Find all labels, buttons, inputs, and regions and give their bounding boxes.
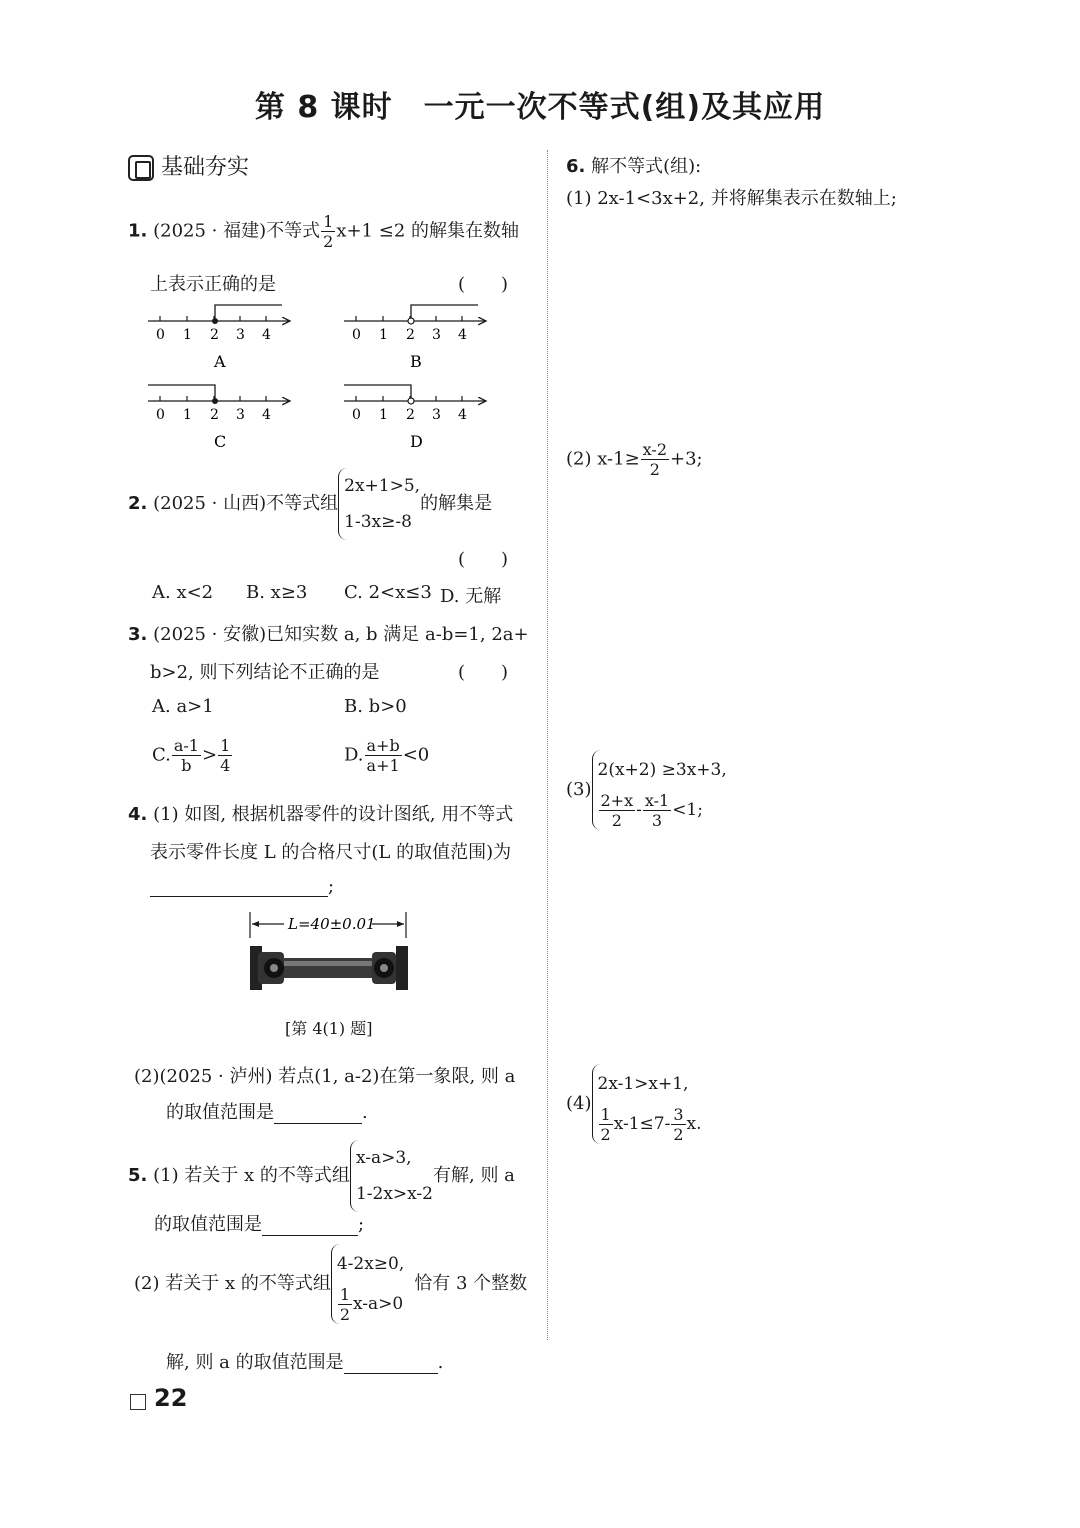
fraction-numerator: a+b xyxy=(366,736,400,755)
question-4-part2-line2 xyxy=(166,1098,368,1124)
question-2-line1 xyxy=(128,468,492,540)
question-5-line2 xyxy=(154,1210,364,1236)
system-line: 1-3x≥-8 xyxy=(344,512,412,532)
question-number: 6. xyxy=(566,156,586,177)
choice-option: D. 无解 xyxy=(440,586,502,607)
question-number: 4. xyxy=(128,804,148,825)
tick-label: 0 xyxy=(156,327,165,343)
question-4-part2-line1: (2)(2025 · 泸州) 若点(1, a-2)在第一象限, 则 a xyxy=(134,1066,516,1087)
tick-label: 4 xyxy=(458,407,467,423)
answer-blank[interactable] xyxy=(344,1353,438,1374)
fraction xyxy=(365,736,402,775)
page-number: 22 xyxy=(154,1384,188,1412)
fraction xyxy=(599,791,636,830)
tick-label: 4 xyxy=(262,407,271,423)
page-title: 第 8 课时 一元一次不等式(组)及其应用 xyxy=(254,90,826,125)
choice-option: C. 2<x≤3 xyxy=(344,582,432,603)
question-1-line2: 上表示正确的是 xyxy=(150,274,276,295)
number-line-d xyxy=(344,385,486,451)
fraction-denominator: 2 xyxy=(600,1125,611,1144)
fraction xyxy=(172,736,201,775)
fraction-denominator: 4 xyxy=(220,756,231,775)
fraction-denominator: a+1 xyxy=(366,756,400,775)
fraction-numerator: 3 xyxy=(673,1105,684,1124)
question-5-part2-line2 xyxy=(166,1348,443,1374)
fraction-numerator: 2+x xyxy=(600,791,634,810)
fraction-denominator: 2 xyxy=(673,1125,684,1144)
fraction-denominator: 2 xyxy=(611,811,622,830)
number-line-b xyxy=(344,305,486,371)
system-line: 2(x+2) ≥3x+3, xyxy=(597,760,727,780)
choice-option: B. b>0 xyxy=(344,696,407,717)
figure-caption: [第 4(1) 题] xyxy=(285,1019,373,1038)
dimension-label: L=40±0.01 xyxy=(288,915,376,933)
question-5-part2 xyxy=(134,1244,527,1324)
choice-option: A. a>1 xyxy=(152,696,214,717)
fraction xyxy=(641,440,669,479)
tick-label: 1 xyxy=(379,327,388,343)
question-source: (2025 · 山西) xyxy=(153,493,267,514)
choice-option: A. x<2 xyxy=(152,582,214,603)
question-text: (2) x-1≥ xyxy=(566,448,640,470)
answer-blank-row xyxy=(150,876,334,897)
tick-label: 2 xyxy=(406,327,415,343)
question-3-line2: b>2, 则下列结论不正确的是 xyxy=(150,662,380,683)
tick-label: 4 xyxy=(262,327,271,343)
fraction-numerator: x-1 xyxy=(644,791,670,810)
question-4-line1 xyxy=(128,800,513,826)
question-text: <1; xyxy=(672,800,703,820)
choice-option: B. x≥3 xyxy=(246,582,308,603)
system-line: 4-2x≥0, xyxy=(336,1254,405,1274)
system-line: 2x-1>x+1, xyxy=(597,1074,689,1094)
book-icon xyxy=(128,155,154,181)
tick-label: 1 xyxy=(379,407,388,423)
question-6-part2 xyxy=(566,440,703,479)
question-text: 恰有 3 个整数 xyxy=(414,1273,528,1294)
fraction-numerator: 1 xyxy=(220,736,231,755)
tick-label: 0 xyxy=(156,407,165,423)
inequality-system xyxy=(350,1140,433,1212)
option-label: C. xyxy=(152,744,171,766)
question-source: (2025 · 福建) xyxy=(153,220,267,242)
system-line: 2x+1>5, xyxy=(344,476,421,496)
fraction-denominator: 2 xyxy=(339,1305,351,1324)
punctuation: . xyxy=(362,1102,368,1123)
question-text: 的解集是 xyxy=(420,493,493,514)
question-5-line1 xyxy=(128,1140,515,1212)
question-source: (2025 · 安徽) xyxy=(153,624,267,645)
question-text: 解不等式(组): xyxy=(591,156,702,177)
option-label: A xyxy=(214,352,226,371)
choice-option-d xyxy=(344,736,429,775)
fraction-denominator: 3 xyxy=(651,811,663,830)
question-text: x. xyxy=(686,1114,702,1134)
question-3-line1 xyxy=(128,620,529,646)
tick-label: 3 xyxy=(432,407,441,423)
question-text: 已知实数 a, b 满足 a-b=1, 2a+ xyxy=(266,624,529,645)
question-text: 不等式组 xyxy=(266,493,339,514)
question-text: x-1≤7- xyxy=(613,1114,671,1134)
section-header xyxy=(128,150,249,181)
question-text: x+1 ≤2 的解集在数轴 xyxy=(336,220,519,242)
answer-paren: ( ) xyxy=(458,549,509,570)
answer-blank[interactable] xyxy=(274,1103,362,1124)
question-text: 的取值范围是 xyxy=(154,1214,262,1235)
answer-paren: ( ) xyxy=(458,662,509,683)
question-number: 2. xyxy=(128,493,148,514)
fraction-numerator: a-1 xyxy=(173,736,199,755)
punctuation: ; xyxy=(328,876,335,897)
fraction xyxy=(599,1105,613,1144)
fraction-numerator: 1 xyxy=(339,1285,351,1304)
question-text: 不等式 xyxy=(266,220,321,242)
punctuation: . xyxy=(437,1352,444,1373)
tick-label: 0 xyxy=(352,407,361,423)
question-text: (1) 若关于 x 的不等式组 xyxy=(153,1165,350,1186)
tick-label: 3 xyxy=(236,327,245,343)
tick-label: 3 xyxy=(236,407,245,423)
inequality-system xyxy=(331,1244,404,1324)
question-text: <0 xyxy=(402,744,430,766)
question-6-part3 xyxy=(566,750,727,830)
page-logo-icon xyxy=(130,1394,146,1410)
tick-label: 3 xyxy=(432,327,441,343)
fraction xyxy=(671,1105,685,1144)
number-line-options xyxy=(140,295,540,465)
part-label: (3) xyxy=(566,779,592,800)
question-text: 的取值范围是 xyxy=(166,1102,274,1123)
tick-label: 2 xyxy=(210,407,219,423)
punctuation: ; xyxy=(358,1214,365,1235)
answer-paren: ( ) xyxy=(458,274,509,295)
question-text: (2) 若关于 x 的不等式组 xyxy=(134,1273,331,1294)
question-1-line1 xyxy=(128,212,519,251)
tick-label: 1 xyxy=(183,327,192,343)
fraction-numerator: 1 xyxy=(323,212,334,231)
operator: > xyxy=(201,744,218,766)
tick-label: 0 xyxy=(352,327,361,343)
answer-blank[interactable] xyxy=(262,1215,358,1236)
question-text: 有解, 则 a xyxy=(433,1165,515,1186)
answer-blank[interactable] xyxy=(150,876,328,897)
question-number: 1. xyxy=(128,220,148,242)
tick-label: 2 xyxy=(210,327,219,343)
page-footer xyxy=(130,1384,187,1412)
inequality-system xyxy=(592,1064,702,1144)
column-divider xyxy=(547,150,548,1340)
fraction-numerator: x-2 xyxy=(642,440,667,459)
section-label: 基础夯实 xyxy=(161,155,250,180)
system-line: x-a>3, xyxy=(355,1148,412,1168)
operator: - xyxy=(636,800,642,820)
inequality-system xyxy=(338,468,420,540)
option-label: D. xyxy=(344,744,364,766)
part-label: (4) xyxy=(566,1093,592,1114)
question-number: 5. xyxy=(128,1165,148,1186)
system-line: x-a>0 xyxy=(353,1294,404,1314)
fraction xyxy=(321,212,335,251)
tick-label: 4 xyxy=(458,327,467,343)
fraction-denominator: b xyxy=(181,756,192,775)
system-line: 1-2x>x-2 xyxy=(355,1184,433,1204)
tick-label: 2 xyxy=(406,407,415,423)
question-text: +3; xyxy=(670,448,703,470)
question-number: 3. xyxy=(128,624,148,645)
question-4-line2: 表示零件长度 L 的合格尺寸(L 的取值范围)为 xyxy=(150,842,512,863)
number-line-c xyxy=(148,385,290,451)
fraction-denominator: 2 xyxy=(649,460,660,479)
machine-part-image xyxy=(248,936,412,1000)
fraction-numerator: 1 xyxy=(600,1105,611,1124)
option-label: D xyxy=(410,432,423,451)
fraction-denominator: 2 xyxy=(323,232,334,251)
fraction xyxy=(218,736,232,775)
inequality-system xyxy=(592,750,727,830)
question-6-head xyxy=(566,152,701,178)
question-6-part1: (1) 2x-1<3x+2, 并将解集表示在数轴上; xyxy=(566,188,897,209)
question-6-part4 xyxy=(566,1064,702,1144)
number-line-a xyxy=(148,305,290,371)
tick-label: 1 xyxy=(183,407,192,423)
fraction xyxy=(338,1285,352,1324)
choice-option-c xyxy=(152,736,233,775)
option-label: B xyxy=(410,352,422,371)
option-label: C xyxy=(214,432,227,451)
question-text: 解, 则 a 的取值范围是 xyxy=(166,1352,344,1373)
question-text: (1) 如图, 根据机器零件的设计图纸, 用不等式 xyxy=(153,804,514,825)
fraction xyxy=(643,791,671,830)
